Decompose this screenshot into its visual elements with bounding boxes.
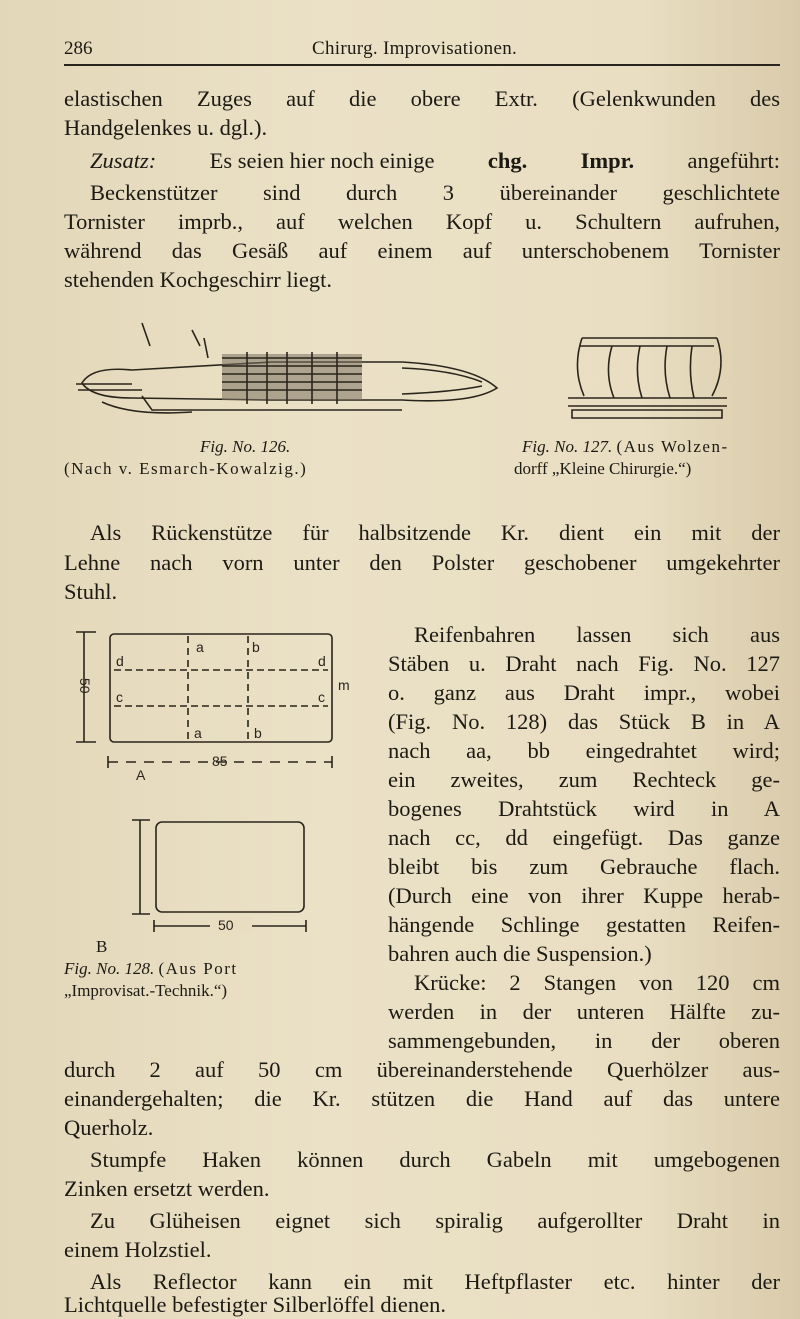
text-line: elastischen Zuges auf die obere Extr. (Gelenkwunden des bbox=[64, 86, 780, 111]
fig-127-credit-a: (Aus Wolzen- bbox=[616, 437, 729, 456]
fig-128-label: Fig. No. 128. bbox=[64, 959, 155, 978]
text-line: (Fig. No. 128) das Stück B in A bbox=[388, 709, 780, 734]
text-line: Krücke: 2 Stangen von 120 cm bbox=[414, 970, 780, 995]
text-line: einem Holzstiel. bbox=[64, 1237, 212, 1262]
text-line: (Durch eine von ihrer Kuppe herab- bbox=[388, 883, 780, 908]
text-line: Stäben u. Draht nach Fig. No. 127 bbox=[388, 651, 780, 676]
zusatz-label: Zusatz: bbox=[90, 148, 157, 173]
text-line: Als Reflector kann ein mit Heftpflaster etc. hinter der bbox=[90, 1269, 780, 1294]
letter-m: m bbox=[338, 677, 350, 693]
text-line: nach cc, dd eingefügt. Das ganze bbox=[388, 825, 780, 850]
text-line: Zu Glüheisen eignet sich spiralig aufgerollter Draht in bbox=[90, 1208, 780, 1233]
dim-a-height: 50 bbox=[77, 678, 93, 694]
text-line: Lichtquelle befestigter Silberlöffel dienen. bbox=[64, 1292, 446, 1317]
text-line: Handgelenkes u. dgl.). bbox=[64, 115, 268, 140]
fig-128-caption-line1 bbox=[64, 958, 238, 980]
point-b-label: b bbox=[254, 725, 262, 741]
zusatz-line bbox=[90, 146, 780, 175]
text-line: Querholz. bbox=[64, 1115, 154, 1140]
page-header bbox=[64, 38, 780, 62]
text-line: Als Rückenstütze für halbsitzende Kr. dient ein mit der bbox=[90, 520, 780, 545]
fig-128-credit-a: (Aus Port bbox=[158, 959, 238, 978]
text-line: bogenes Drahtstück wird in A bbox=[388, 796, 780, 821]
dim-a-width: 85 bbox=[212, 753, 228, 769]
text-run: Es seien hier noch einige bbox=[209, 148, 435, 173]
point-d-label: d bbox=[116, 653, 124, 669]
text-line: Stumpfe Haken können durch Gabeln mit umgebogenen bbox=[90, 1147, 780, 1172]
text-line: ein zweites, zum Rechteck ge- bbox=[388, 767, 780, 792]
fig-127-caption-line1 bbox=[522, 436, 729, 458]
text-line: Beckenstützer sind durch 3 übereinander geschlichtete bbox=[90, 180, 780, 205]
text-line: durch 2 auf 50 cm übereinanderstehende Querhölzer aus- bbox=[64, 1057, 780, 1082]
text-line: während das Gesäß auf einem auf unterschobenem Tornister bbox=[64, 238, 780, 263]
text-line: werden in der unteren Hälfte zu- bbox=[388, 999, 780, 1024]
point-b-label: b bbox=[252, 639, 260, 655]
text-line: nach aa, bb eingedrahtet wird; bbox=[388, 738, 780, 763]
figure-126-drawing bbox=[72, 318, 502, 428]
header-rule bbox=[64, 64, 780, 66]
dim-b-width: 50 bbox=[218, 917, 234, 933]
figure-128-drawing bbox=[70, 622, 360, 942]
fig-128-credit-b: „Improvisat.-Technik.“) bbox=[64, 981, 228, 1000]
text-line: Lehne nach vorn unter den Polster geschobener umgekehrter bbox=[64, 550, 780, 575]
text-line: Zinken ersetzt werden. bbox=[64, 1176, 270, 1201]
text-line: bahren auch die Suspension.) bbox=[388, 941, 652, 966]
text-line: Reifenbahren lassen sich aus bbox=[414, 622, 780, 647]
text-line: stehenden Kochgeschirr liegt. bbox=[64, 267, 333, 292]
bold-abbrev-impr: Impr. bbox=[580, 148, 635, 173]
fig-126-label: Fig. No. 126. bbox=[200, 437, 291, 456]
fig-126-credit: (Nach v. Esmarch-Kowalzig.) bbox=[64, 459, 308, 478]
text-line: o. ganz aus Draht impr., wobei bbox=[388, 680, 780, 705]
text-line: bleibt bis zum Gebrauche flach. bbox=[388, 854, 780, 879]
fig-127-label: Fig. No. 127. bbox=[522, 437, 613, 456]
text-line: Tornister imprb., auf welchen Kopf u. Schultern aufruhen, bbox=[64, 209, 780, 234]
letter-B: B bbox=[96, 937, 108, 956]
text-line: Stuhl. bbox=[64, 579, 118, 604]
page-number: 286 bbox=[64, 38, 93, 59]
point-a-label: a bbox=[196, 639, 204, 655]
letter-A: A bbox=[136, 767, 146, 783]
text-line: einandergehalten; die Kr. stützen die Hand auf das untere bbox=[64, 1086, 780, 1111]
point-d-label: d bbox=[318, 653, 326, 669]
text-line: sammengebunden, in der oberen bbox=[388, 1028, 780, 1053]
text-run: angeführt: bbox=[687, 148, 780, 173]
text-line: hängende Schlinge gestatten Reifen- bbox=[388, 912, 780, 937]
point-c-label: c bbox=[318, 689, 325, 705]
point-c-label: c bbox=[116, 689, 123, 705]
figure-127-drawing bbox=[562, 328, 732, 428]
bold-abbrev-chg: chg. bbox=[487, 148, 528, 173]
point-a-label: a bbox=[194, 725, 202, 741]
running-title: Chirurg. Improvisationen. bbox=[312, 38, 518, 59]
fig-127-credit-b: dorff „Kleine Chirurgie.“) bbox=[514, 459, 692, 478]
